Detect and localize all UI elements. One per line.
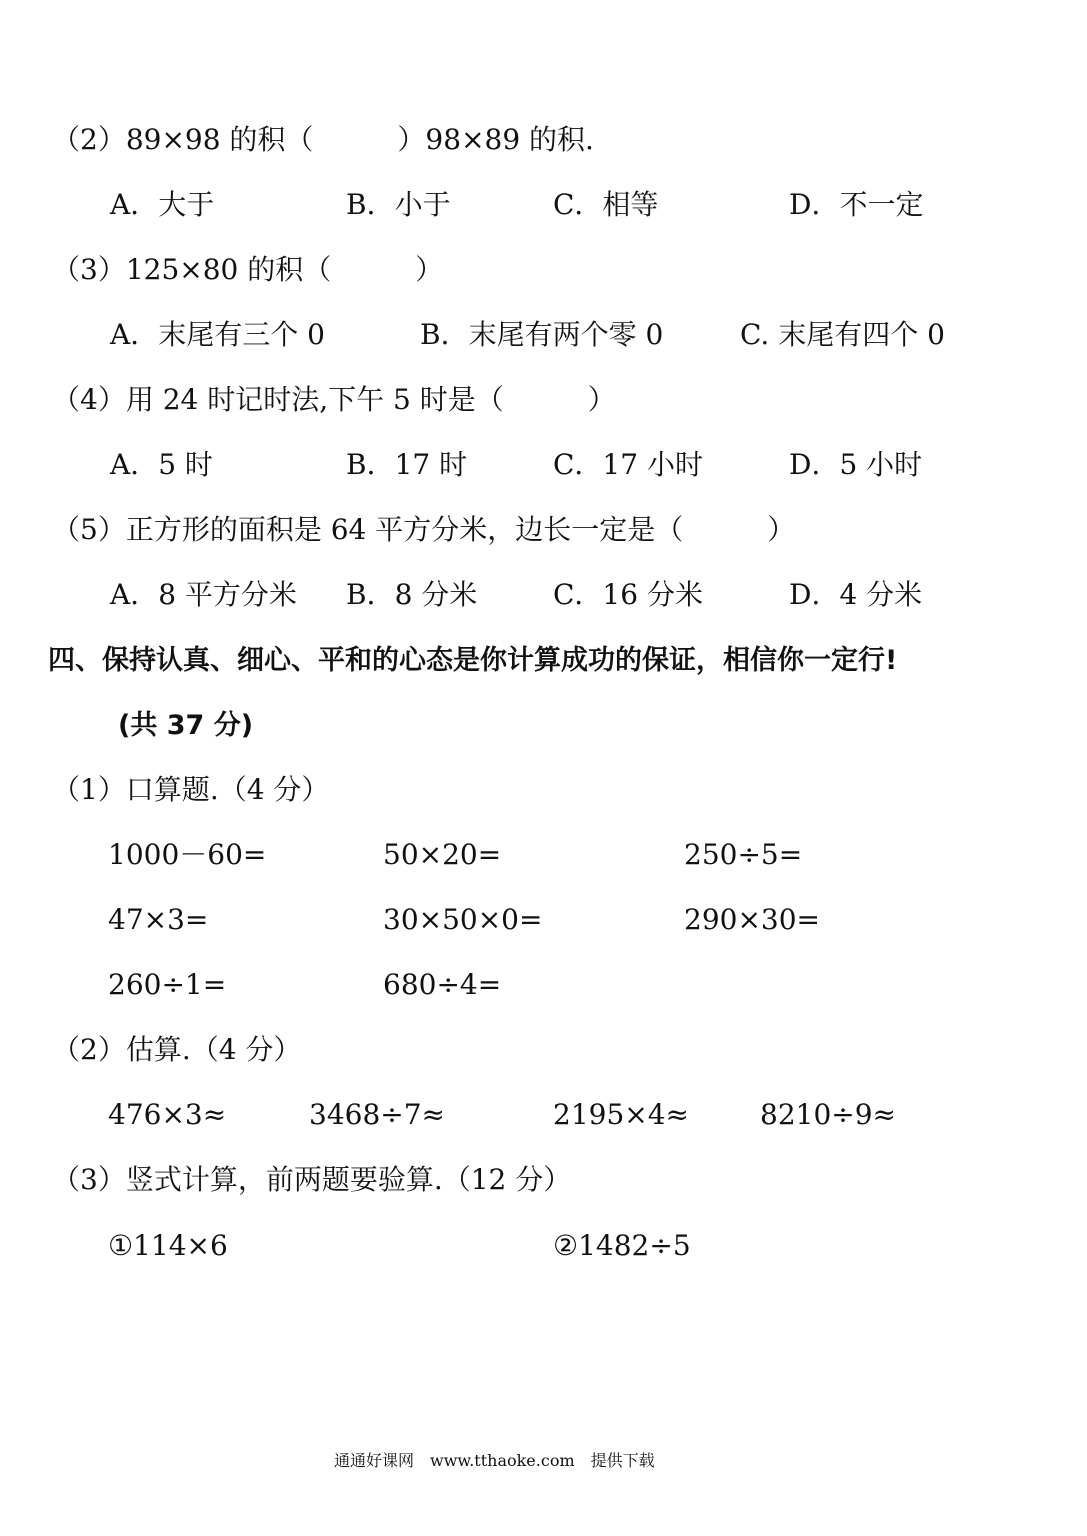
section-4-score: (共 37 分) bbox=[118, 710, 254, 741]
question-5-option-b: B．8 分米 bbox=[346, 578, 478, 611]
question-2-option-b: B．小于 bbox=[346, 188, 451, 221]
oral-calc-item: 30×50×0= bbox=[383, 903, 543, 936]
oral-calc-item: 290×30= bbox=[684, 903, 820, 936]
oral-calc-item: 680÷4= bbox=[383, 968, 502, 1001]
question-2-option-a: A．大于 bbox=[110, 188, 215, 221]
oral-calc-title: （1）口算题.（4 分） bbox=[52, 773, 330, 806]
oral-calc-item: 1000－60= bbox=[108, 838, 267, 871]
question-3-option-a: A．末尾有三个 0 bbox=[110, 318, 325, 351]
footer-source: 通通好课网 www.tthaoke.com 提供下载 bbox=[334, 1451, 655, 1470]
question-4-option-c: C．17 小时 bbox=[553, 448, 703, 481]
oral-calc-item: 260÷1= bbox=[108, 968, 227, 1001]
question-3-option-c: C. 末尾有四个 0 bbox=[740, 318, 945, 351]
question-5-option-d: D．4 分米 bbox=[789, 578, 923, 611]
estimate-item: 476×3≈ bbox=[108, 1098, 227, 1131]
question-5-stem: （5）正方形的面积是 64 平方分米，边长一定是（ ） bbox=[52, 513, 796, 546]
question-4-option-a: A．5 时 bbox=[110, 448, 213, 481]
question-2-option-d: D．不一定 bbox=[789, 188, 924, 221]
oral-calc-item: 50×20= bbox=[383, 838, 502, 871]
vertical-calc-item: ②1482÷5 bbox=[553, 1229, 691, 1262]
question-3-stem: （3）125×80 的积（ ） bbox=[52, 253, 444, 286]
question-4-option-d: D．5 小时 bbox=[789, 448, 923, 481]
question-2-option-c: C．相等 bbox=[553, 188, 659, 221]
oral-calc-item: 250÷5= bbox=[684, 838, 803, 871]
estimate-item: 3468÷7≈ bbox=[309, 1098, 445, 1131]
estimate-item: 2195×4≈ bbox=[553, 1098, 689, 1131]
question-5-option-a: A．8 平方分米 bbox=[110, 578, 297, 611]
section-4-title: 四、保持认真、细心、平和的心态是你计算成功的保证，相信你一定行! bbox=[48, 645, 898, 676]
estimate-item: 8210÷9≈ bbox=[760, 1098, 896, 1131]
question-5-option-c: C．16 分米 bbox=[553, 578, 703, 611]
question-4-option-b: B．17 时 bbox=[346, 448, 468, 481]
estimate-title: （2）估算.（4 分） bbox=[52, 1033, 302, 1066]
oral-calc-item: 47×3= bbox=[108, 903, 209, 936]
vertical-calc-title: （3）竖式计算，前两题要验算.（12 分） bbox=[52, 1163, 572, 1196]
vertical-calc-item: ①114×6 bbox=[108, 1229, 228, 1262]
question-4-stem: （4）用 24 时记时法,下午 5 时是（ ） bbox=[52, 383, 616, 416]
question-3-option-b: B．末尾有两个零 0 bbox=[420, 318, 664, 351]
question-2-stem: （2）89×98 的积（ ）98×89 的积. bbox=[52, 123, 594, 156]
